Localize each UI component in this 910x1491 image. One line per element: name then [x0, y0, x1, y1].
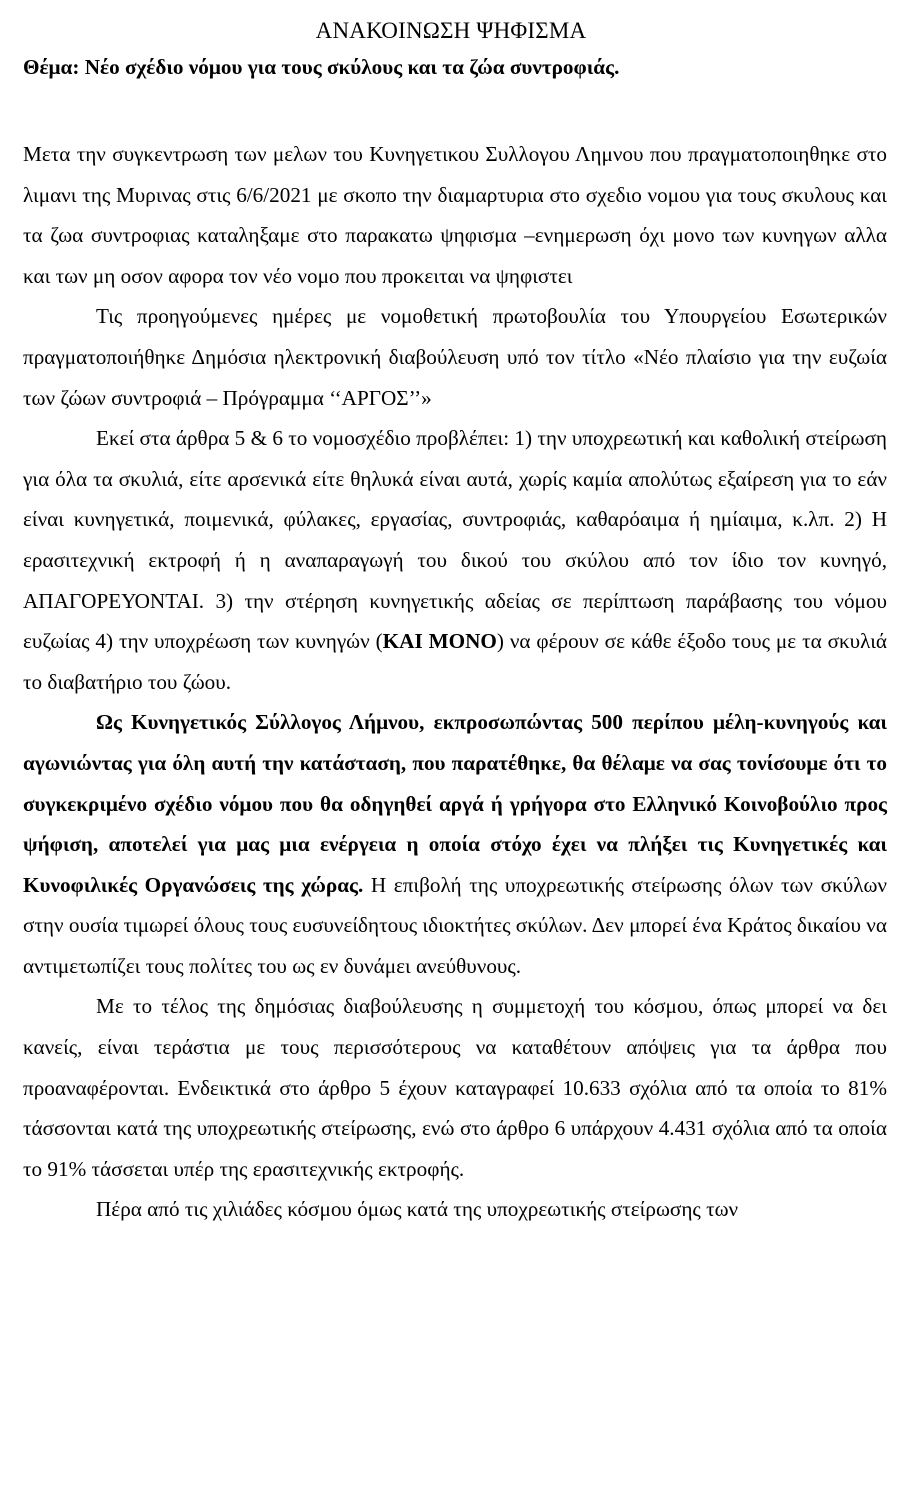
document-page [23, 0, 887, 1230]
paragraph-association-bold: Ως Κυνηγετικός Σύλλογος Λήμνου, εκπροσωπώντας 500 περίπου μέλη-κυνηγούς και αγωνιώντας για όλη αυτή την κατάσταση, που παρατέθηκε, θα θέλαμε να σας τονίσουμε ότι το συγκεκριμένο σχέδιο νόμου που θα οδηγηθεί αργά ή γρήγορα στο Ελληνικό Κοινοβούλιο προς ψήφιση, αποτελεί για μας μια ενέργεια η οποία στόχο έχει να πλήξει τις Κυνηγετικές και Κυνοφιλικές Οργανώσεις της χώρας. [23, 710, 887, 897]
paragraph-consultation: Τις προηγούμενες ημέρες με νομοθετική πρωτοβουλία του Υπουργείου Εσωτερικών πραγματοποιήθηκε Δημόσια ηλεκτρονική διαβούλευση υπό τον τίτλο «Νέο πλαίσιο για την ευζωία των ζώων συντροφιά – Πρόγραμμα ‘‘ΑΡΓΟΣ’’» [23, 304, 887, 410]
paragraph-participation: Με το τέλος της δημόσιας διαβούλευσης η συμμετοχή του κόσμου, όπως μπορεί να δει κανείς, είναι τεράστια με τους περισσότερους να καταθέτουν απόψεις για τα άρθρα που προαναφέρονται. Ενδεικτικά στο άρθρο 5 έχουν καταγραφεί 10.633 σχόλια από τα οποία το 81% τάσσονται κατά της υποχρεωτικής στείρωσης, ενώ στο άρθρο 6 υπάρχουν 4.431 σχόλια από τα οποία το 91% τάσσεται υπέρ της ερασιτεχνικής εκτροφής. [23, 994, 887, 1181]
document-subject: Θέμα: Νέο σχέδιο νόμου για τους σκύλους και τα ζώα συντροφιάς. [23, 55, 620, 79]
paragraph-association [23, 702, 887, 986]
paragraph-association-text: Η επιβολή της υποχρεωτικής στείρωσης όλων των σκύλων στην ουσία τιμωρεί όλους τους ευσυνείδητους ιδιοκτήτες σκύλων. Δεν μπορεί ένα Κράτος δικαίου να αντιμετωπίζει τους πολίτες του ως εν δυνάμει ανεύθυνους. [23, 872, 887, 978]
paragraph-articles [23, 418, 887, 702]
paragraph-articles-text-1: Εκεί στα άρθρα 5 & 6 το νομοσχέδιο προβλέπει: 1) την υποχρεωτική και καθολική στείρωση για όλα τα σκυλιά, είτε αρσενικά είτε θηλυκά είναι αυτά, χωρίς καμία απολύτως εξαίρεση για το εάν είναι κυνηγετικά, ποιμενικά, φύλακες, εργασίας, συντροφιάς, καθαρόαιμα ή ημίαιμα, κ.λπ. 2) Η ερασιτεχνική εκτροφή ή η αναπαραγωγή του δικού του σκύλου από τον ίδιο τον κυνηγό, ΑΠΑΓΟΡΕΥΟΝΤΑΙ. 3) την στέρηση κυνηγετικής αδείας σε περίπτωση παράβασης του νόμου ευζωίας 4) την υποχρέωση των κυνηγών ( [23, 426, 887, 654]
paragraph-intro: Μετα την συγκεντρωση των μελων του Κυνηγετικου Συλλογου Λημνου που πραγματοποιηθηκε στο λιμανι της Μυρινας στις 6/6/2021 με σκοπο την διαμαρτυρια στο σχεδιο νομου για τους σκυλους και τα ζωα συντροφιας καταληξαμε στο παρακατω ψηφισμα –ενημερωση όχι μονο των κυνηγων αλλα και των μη οσον αφορα τον νέο νομο που προκειται να ψηφιστει [23, 142, 887, 288]
document-title: ΑΝΑΚΟΙΝΩΣΗ ΨΗΦΙΣΜΑ [315, 18, 587, 43]
paragraph-closing: Πέρα από τις χιλιάδες κόσμου όμως κατά της υποχρεωτικής στείρωσης των [96, 1197, 739, 1222]
paragraph-articles-text-2: ) να φέρουν σε κάθε έξοδο τους με τα σκυλιά το διαβατήριο του ζώου. [23, 629, 887, 694]
paragraph-articles-bold: ΚΑΙ ΜΟΝΟ [382, 629, 497, 654]
